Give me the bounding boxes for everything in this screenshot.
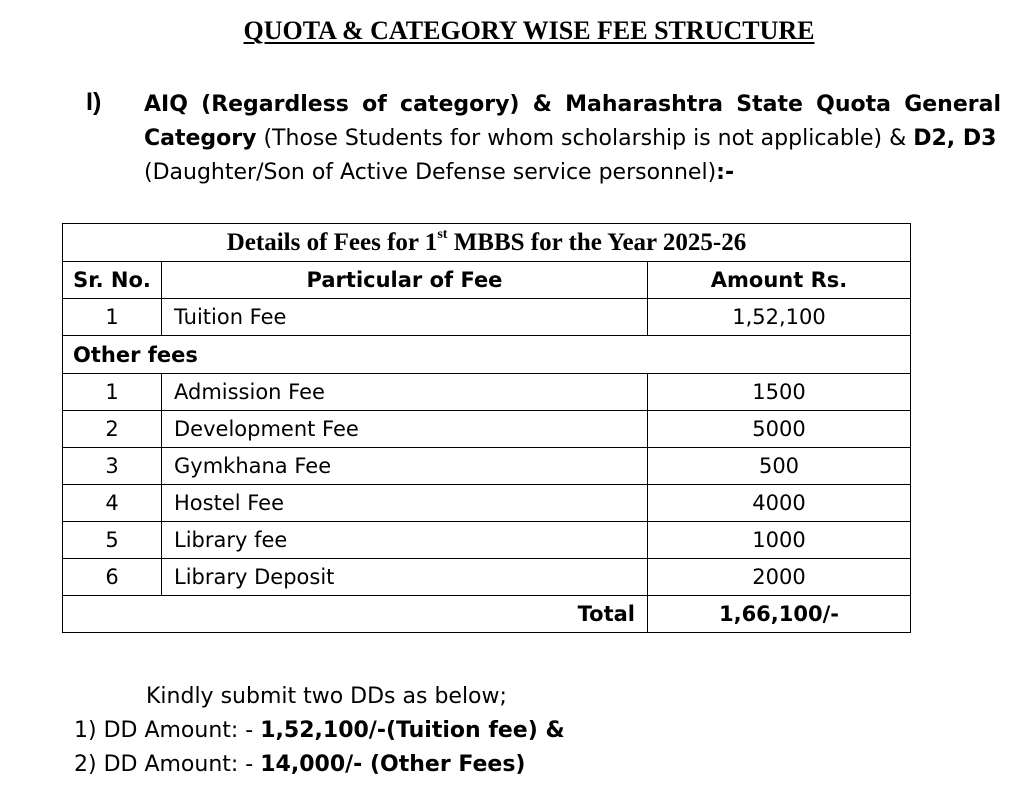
dd2-amount: 14,000/- (Other Fees) [260,752,526,777]
row-amount: 500 [648,448,911,485]
dd2-prefix: 2) DD Amount: - [74,752,261,777]
total-spacer [63,596,162,633]
row-amount: 4000 [648,485,911,522]
table-header-row [63,262,911,299]
row-sr: 4 [63,485,162,522]
table-row [63,522,911,559]
header-sr-no: Sr. No. [63,262,162,299]
other-fees-label: Other fees [63,336,911,374]
row-particular: Gymkhana Fee [162,448,648,485]
row-sr: 2 [63,411,162,448]
tuition-row [63,299,911,336]
row-particular: Library fee [162,522,648,559]
row-amount: 5000 [648,411,911,448]
intro-category-word: Category [144,126,257,151]
table-row [63,559,911,596]
intro-line-1: AIQ (Regardless of category) & Maharashtra State Quota General [144,92,1001,117]
tuition-amount: 1,52,100 [648,299,911,336]
header-amount: Amount Rs. [648,262,911,299]
page-title: QUOTA & CATEGORY WISE FEE STRUCTURE [243,16,815,45]
tuition-particular: Tuition Fee [162,299,648,336]
caption-superscript: st [437,226,448,242]
other-fees-heading-row [63,336,911,374]
caption-suffix: MBBS for the Year 2025-26 [447,228,747,256]
fee-table [62,223,911,633]
total-amount: 1,66,100/- [648,596,911,633]
row-sr: 3 [63,448,162,485]
dd1-amount: 1,52,100/-(Tuition fee) & [260,718,565,743]
intro-suffix: :- [716,160,735,185]
total-row [63,596,911,633]
section-intro [144,88,1001,190]
dd-line-1 [74,714,565,748]
dd-intro: Kindly submit two DDs as below; [146,684,507,709]
total-label: Total [162,596,648,633]
header-particular: Particular of Fee [162,262,648,299]
row-amount: 1500 [648,374,911,411]
dd1-prefix: 1) DD Amount: - [74,718,261,743]
row-amount: 2000 [648,559,911,596]
intro-d2-d3: D2, D3 [913,126,997,151]
intro-line-3 [144,156,1001,190]
table-row [63,485,911,522]
table-row [63,374,911,411]
intro-line-2 [144,122,1001,156]
dd-line-2 [74,748,565,782]
row-particular: Development Fee [162,411,648,448]
table-caption [63,224,911,262]
row-particular: Admission Fee [162,374,648,411]
row-sr: 1 [63,374,162,411]
intro-scholarship-text: (Those Students for whom scholarship is not applicable) & [256,126,914,151]
tuition-sr: 1 [63,299,162,336]
dd-instructions [74,680,565,782]
row-amount: 1000 [648,522,911,559]
table-row [63,448,911,485]
section-number: I) [86,88,102,116]
intro-defense-text: (Daughter/Son of Active Defense service personnel) [144,160,717,185]
table-caption-row [63,224,911,262]
row-sr: 5 [63,522,162,559]
row-particular: Library Deposit [162,559,648,596]
caption-prefix: Details of Fees for 1 [226,228,438,256]
row-particular: Hostel Fee [162,485,648,522]
table-row [63,411,911,448]
row-sr: 6 [63,559,162,596]
